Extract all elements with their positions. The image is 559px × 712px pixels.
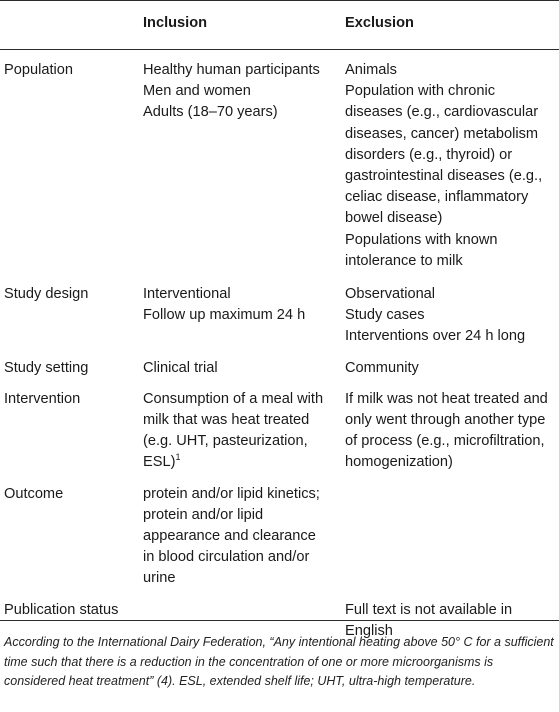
inclusion-cell-line xyxy=(143,431,343,452)
footnote-line-3: more microorganisms is considered heat treatment” ( xyxy=(4,654,494,688)
inclusion-cell-text: Consumption of a meal with xyxy=(143,390,324,407)
exclusion-cell-line xyxy=(345,230,557,251)
exclusion-cell-line xyxy=(345,187,557,208)
exclusion-cell-line xyxy=(345,452,557,473)
row-label: Intervention xyxy=(4,390,81,407)
inclusion-cell-line xyxy=(143,358,343,379)
exclusion-cell-text: Observational xyxy=(345,286,436,302)
inclusion-cell-text: Men and women xyxy=(143,83,251,100)
inclusion-cell-text: in blood circulation and/or xyxy=(143,549,310,566)
inclusion-cell-line xyxy=(143,284,343,305)
footnote-line-3-end: ). ESL, extended shelf life; UHT, xyxy=(167,674,346,688)
exclusion-cell-line xyxy=(345,431,557,452)
row-label: Publication status xyxy=(4,601,119,618)
footnote-line-4: ultra-high temperature. xyxy=(348,674,476,688)
exclusion-cell-line xyxy=(345,124,557,145)
exclusion-cell-text: If milk was not heat treated and xyxy=(345,390,548,407)
exclusion-cell-line xyxy=(345,389,557,410)
inclusion-cell-text: (e.g. UHT, pasteurization, xyxy=(143,433,308,450)
inclusion-cell-line xyxy=(143,389,343,410)
table-row xyxy=(0,50,559,274)
exclusion-cell-line xyxy=(345,326,557,347)
row-label: Study setting xyxy=(4,359,89,376)
footnote-marker: 1 xyxy=(175,452,181,463)
exclusion-cell xyxy=(345,284,557,348)
inclusion-cell-line xyxy=(143,81,343,102)
inclusion-cell-text: Adults (18–70 years) xyxy=(143,104,278,121)
inclusion-cell-text: Clinical trial xyxy=(143,359,218,376)
inclusion-cell-line xyxy=(143,102,343,123)
inclusion-cell-line xyxy=(143,410,343,431)
row-label: Population xyxy=(4,62,73,78)
exclusion-cell-line xyxy=(345,208,557,229)
exclusion-cell-text: celiac disease, inflammatory xyxy=(345,189,529,206)
inclusion-cell xyxy=(143,60,343,124)
exclusion-cell-line xyxy=(345,358,557,379)
exclusion-cell-text: diseases, cancer) metabolism xyxy=(345,125,539,142)
exclusion-cell-text: Full text is not available in xyxy=(345,601,513,618)
table-body xyxy=(0,50,559,654)
exclusion-cell-line xyxy=(345,145,557,166)
inclusion-cell-text: protein and/or lipid kinetics; xyxy=(143,485,320,502)
header-inclusion: Inclusion xyxy=(143,15,208,31)
inclusion-cell-line xyxy=(143,60,343,81)
inclusion-cell-line xyxy=(143,452,343,473)
inclusion-cell-text: milk that was heat treated xyxy=(143,411,310,428)
exclusion-cell-line xyxy=(345,81,557,102)
exclusion-cell-text: English xyxy=(345,622,393,639)
exclusion-cell-line xyxy=(345,102,557,123)
footnote-line-2: C for a sufficient time such that there is a reduction in the concentration of one or xyxy=(4,635,554,669)
inclusion-cell-line xyxy=(143,568,343,589)
exclusion-cell-text: only went through another type xyxy=(345,411,546,428)
exclusion-cell-text: Community xyxy=(345,359,419,376)
inclusion-cell-line xyxy=(143,547,343,568)
exclusion-cell-line xyxy=(345,251,557,272)
row-label: Study design xyxy=(4,286,89,302)
exclusion-cell-text: diseases (e.g., cardiovascular xyxy=(345,104,539,121)
footnote-ref-link[interactable]: 4 xyxy=(161,674,168,688)
inclusion-cell-line xyxy=(143,505,343,526)
exclusion-cell-text: Study cases xyxy=(345,307,425,324)
inclusion-cell-line xyxy=(143,526,343,547)
exclusion-cell-line xyxy=(345,60,557,81)
exclusion-cell-line xyxy=(345,305,557,326)
exclusion-cell-text: bowel disease) xyxy=(345,210,443,227)
exclusion-cell xyxy=(345,358,557,379)
exclusion-cell xyxy=(345,389,557,474)
inclusion-cell-text: ESL) xyxy=(143,454,176,471)
exclusion-cell xyxy=(345,60,557,272)
inclusion-cell xyxy=(143,284,343,326)
exclusion-cell-text: Animals xyxy=(345,62,397,78)
inclusion-cell-line xyxy=(143,484,343,505)
exclusion-cell-line xyxy=(345,166,557,187)
exclusion-cell-text: disorders (e.g., thyroid) or xyxy=(345,146,513,163)
inclusion-cell-text: Healthy human participants xyxy=(143,62,320,78)
inclusion-cell-line xyxy=(143,305,343,326)
exclusion-cell-text: Interventions over 24 h long xyxy=(345,328,526,345)
table-footnote xyxy=(4,633,556,692)
exclusion-cell-text: homogenization) xyxy=(345,454,453,471)
inclusion-cell xyxy=(143,484,343,590)
table-row xyxy=(0,381,559,476)
table-header-row xyxy=(0,1,559,49)
inclusion-cell xyxy=(143,389,343,474)
row-label: Outcome xyxy=(4,485,64,502)
inclusion-cell-text: Interventional xyxy=(143,286,231,302)
inclusion-cell xyxy=(143,358,343,379)
exclusion-cell-text: Population with chronic xyxy=(345,83,496,100)
header-exclusion: Exclusion xyxy=(345,15,414,31)
exclusion-cell-text: of process (e.g., microfiltration, xyxy=(345,433,545,450)
exclusion-cell-text: Populations with known xyxy=(345,231,498,248)
table-row xyxy=(0,350,559,381)
footnote-line-1: According to the International Dairy Federation, “Any intentional heating above 50° xyxy=(4,635,460,649)
exclusion-cell-line xyxy=(345,284,557,305)
exclusion-cell-text: gastrointestinal diseases (e.g., xyxy=(345,168,543,185)
inclusion-cell-text: urine xyxy=(143,570,176,587)
exclusion-cell-line xyxy=(345,410,557,431)
exclusion-cell-line xyxy=(345,600,557,621)
inclusion-cell-text: appearance and clearance xyxy=(143,527,316,544)
exclusion-cell-text: intolerance to milk xyxy=(345,252,463,269)
table-bottom-rule xyxy=(0,620,559,621)
inclusion-cell-text: protein and/or lipid xyxy=(143,506,264,523)
inclusion-cell-text: Follow up maximum 24 h xyxy=(143,307,306,324)
table-row xyxy=(0,274,559,350)
table-row xyxy=(0,476,559,592)
